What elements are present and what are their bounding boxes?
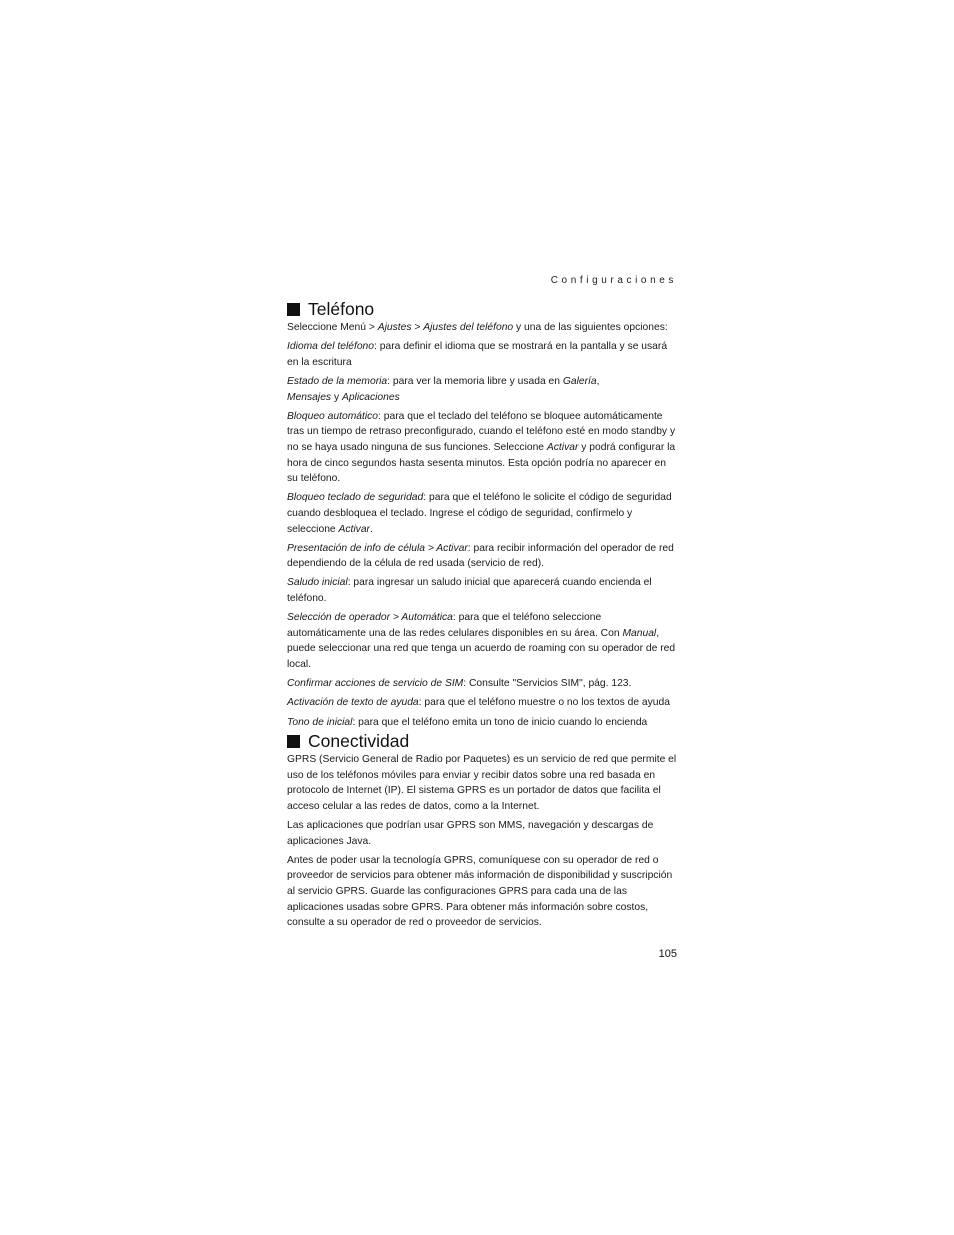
ajustes-term: Ajustes — [377, 322, 412, 333]
option-term: Presentación de info de célula > Activar — [287, 542, 468, 554]
conectividad-paragraph: GPRS (Servicio General de Radio por Paquetes) es un servicio de red que permite el uso de los teléfonos móviles para enviar y recibir datos sobre una red basada en protocolo de Internet (IP). El sistema GPRS es un portador de datos que facilita el acceso celular a las redes de datos, como a la Internet. — [287, 754, 677, 812]
option-bloqueo-automatico: Bloqueo automático: para que el teclado del teléfono se bloquee automáticamente tras un tiempo de retraso preconfigurado, cuando el teléfono esté en modo standby y no se haya usado ninguna de sus funciones. Seleccione Activar y podrá configurar la hora de cinco segundos hasta sesenta minutos. Esta opción podría no aparecer en su teléfono. — [287, 410, 676, 485]
option-estado-memoria: Estado de la memoria: para ver la memoria libre y usada en Galería, Mensajes y Aplicaciones — [287, 375, 600, 403]
option-term: Estado de la memoria — [287, 375, 388, 387]
option-texto-ayuda: Activación de texto de ayuda: para que el teléfono muestre o no los textos de ayuda — [287, 697, 670, 709]
menu-term: Menú — [340, 322, 366, 333]
option-term: Selección de operador > Automática — [287, 612, 453, 624]
option-term: Saludo inicial — [287, 577, 348, 589]
option-term: Bloqueo automático — [287, 410, 379, 422]
heading-telefono — [287, 299, 374, 319]
square-bullet-icon — [287, 303, 300, 316]
option-saludo-inicial: Saludo inicial: para ingresar un saludo inicial que aparecerá cuando encienda el teléfono. — [287, 577, 652, 605]
option-term: Bloqueo teclado de seguridad — [287, 492, 424, 504]
telefono-intro: Seleccione Menú > Ajustes > Ajustes del teléfono y una de las siguientes opciones: — [287, 322, 668, 333]
option-tono-inicial: Tono de inicial: para que el teléfono emita un tono de inicio cuando lo encienda — [287, 716, 648, 728]
telefono-body — [287, 320, 677, 730]
option-term: Tono de inicial — [287, 716, 353, 728]
option-term: Confirmar acciones de servicio de SIM — [287, 678, 464, 690]
option-info-celula: Presentación de info de célula > Activar: para recibir información del operador de red dependiendo de la célula de red usada (servicio de red). — [287, 542, 674, 570]
ajustes-telefono-term: Ajustes del teléfono — [423, 322, 514, 333]
page-number: 105 — [658, 948, 677, 960]
option-confirmar-sim: Confirmar acciones de servicio de SIM: Consulte "Servicios SIM", pág. 123. — [287, 678, 632, 690]
option-bloqueo-teclado: Bloqueo teclado de seguridad: para que el teléfono le solicite el código de seguridad cuando desbloquea el teclado. Ingrese el código de seguridad, confírmelo y seleccione Activar. — [287, 492, 672, 535]
square-bullet-icon — [287, 735, 300, 748]
option-term: Activación de texto de ayuda — [287, 697, 419, 709]
option-idioma: Idioma del teléfono: para definir el idioma que se mostrará en la pantalla y se usará en la escritura — [287, 341, 668, 368]
option-term: Idioma del teléfono — [287, 341, 375, 353]
heading-conectividad-text: Conectividad — [308, 731, 410, 751]
heading-telefono-text: Teléfono — [308, 299, 375, 319]
heading-conectividad — [287, 731, 409, 751]
conectividad-paragraph: Antes de poder usar la tecnología GPRS, comuníquese con su operador de red o proveedor de servicios para obtener más información de disponibilidad y suscripción al servicio GPRS. Guarde las configuraciones GPRS para cada una de las aplicaciones usadas sobre GPRS. Para obtener más información sobre costos, consulte a su operador de red o proveedor de servicios. — [287, 854, 673, 929]
option-seleccion-operador: Selección de operador > Automática: para que el teléfono seleccione automáticamente una de las redes celulares disponibles en su área. Con Manual, puede seleccionar una red que tenga un acuerdo de roaming con su operador de red local. — [287, 612, 676, 671]
conectividad-paragraph: Las aplicaciones que podrían usar GPRS son MMS, navegación y descargas de aplicaciones Java. — [287, 819, 654, 847]
running-header: Configuraciones — [550, 275, 677, 286]
conectividad-body — [287, 752, 677, 931]
